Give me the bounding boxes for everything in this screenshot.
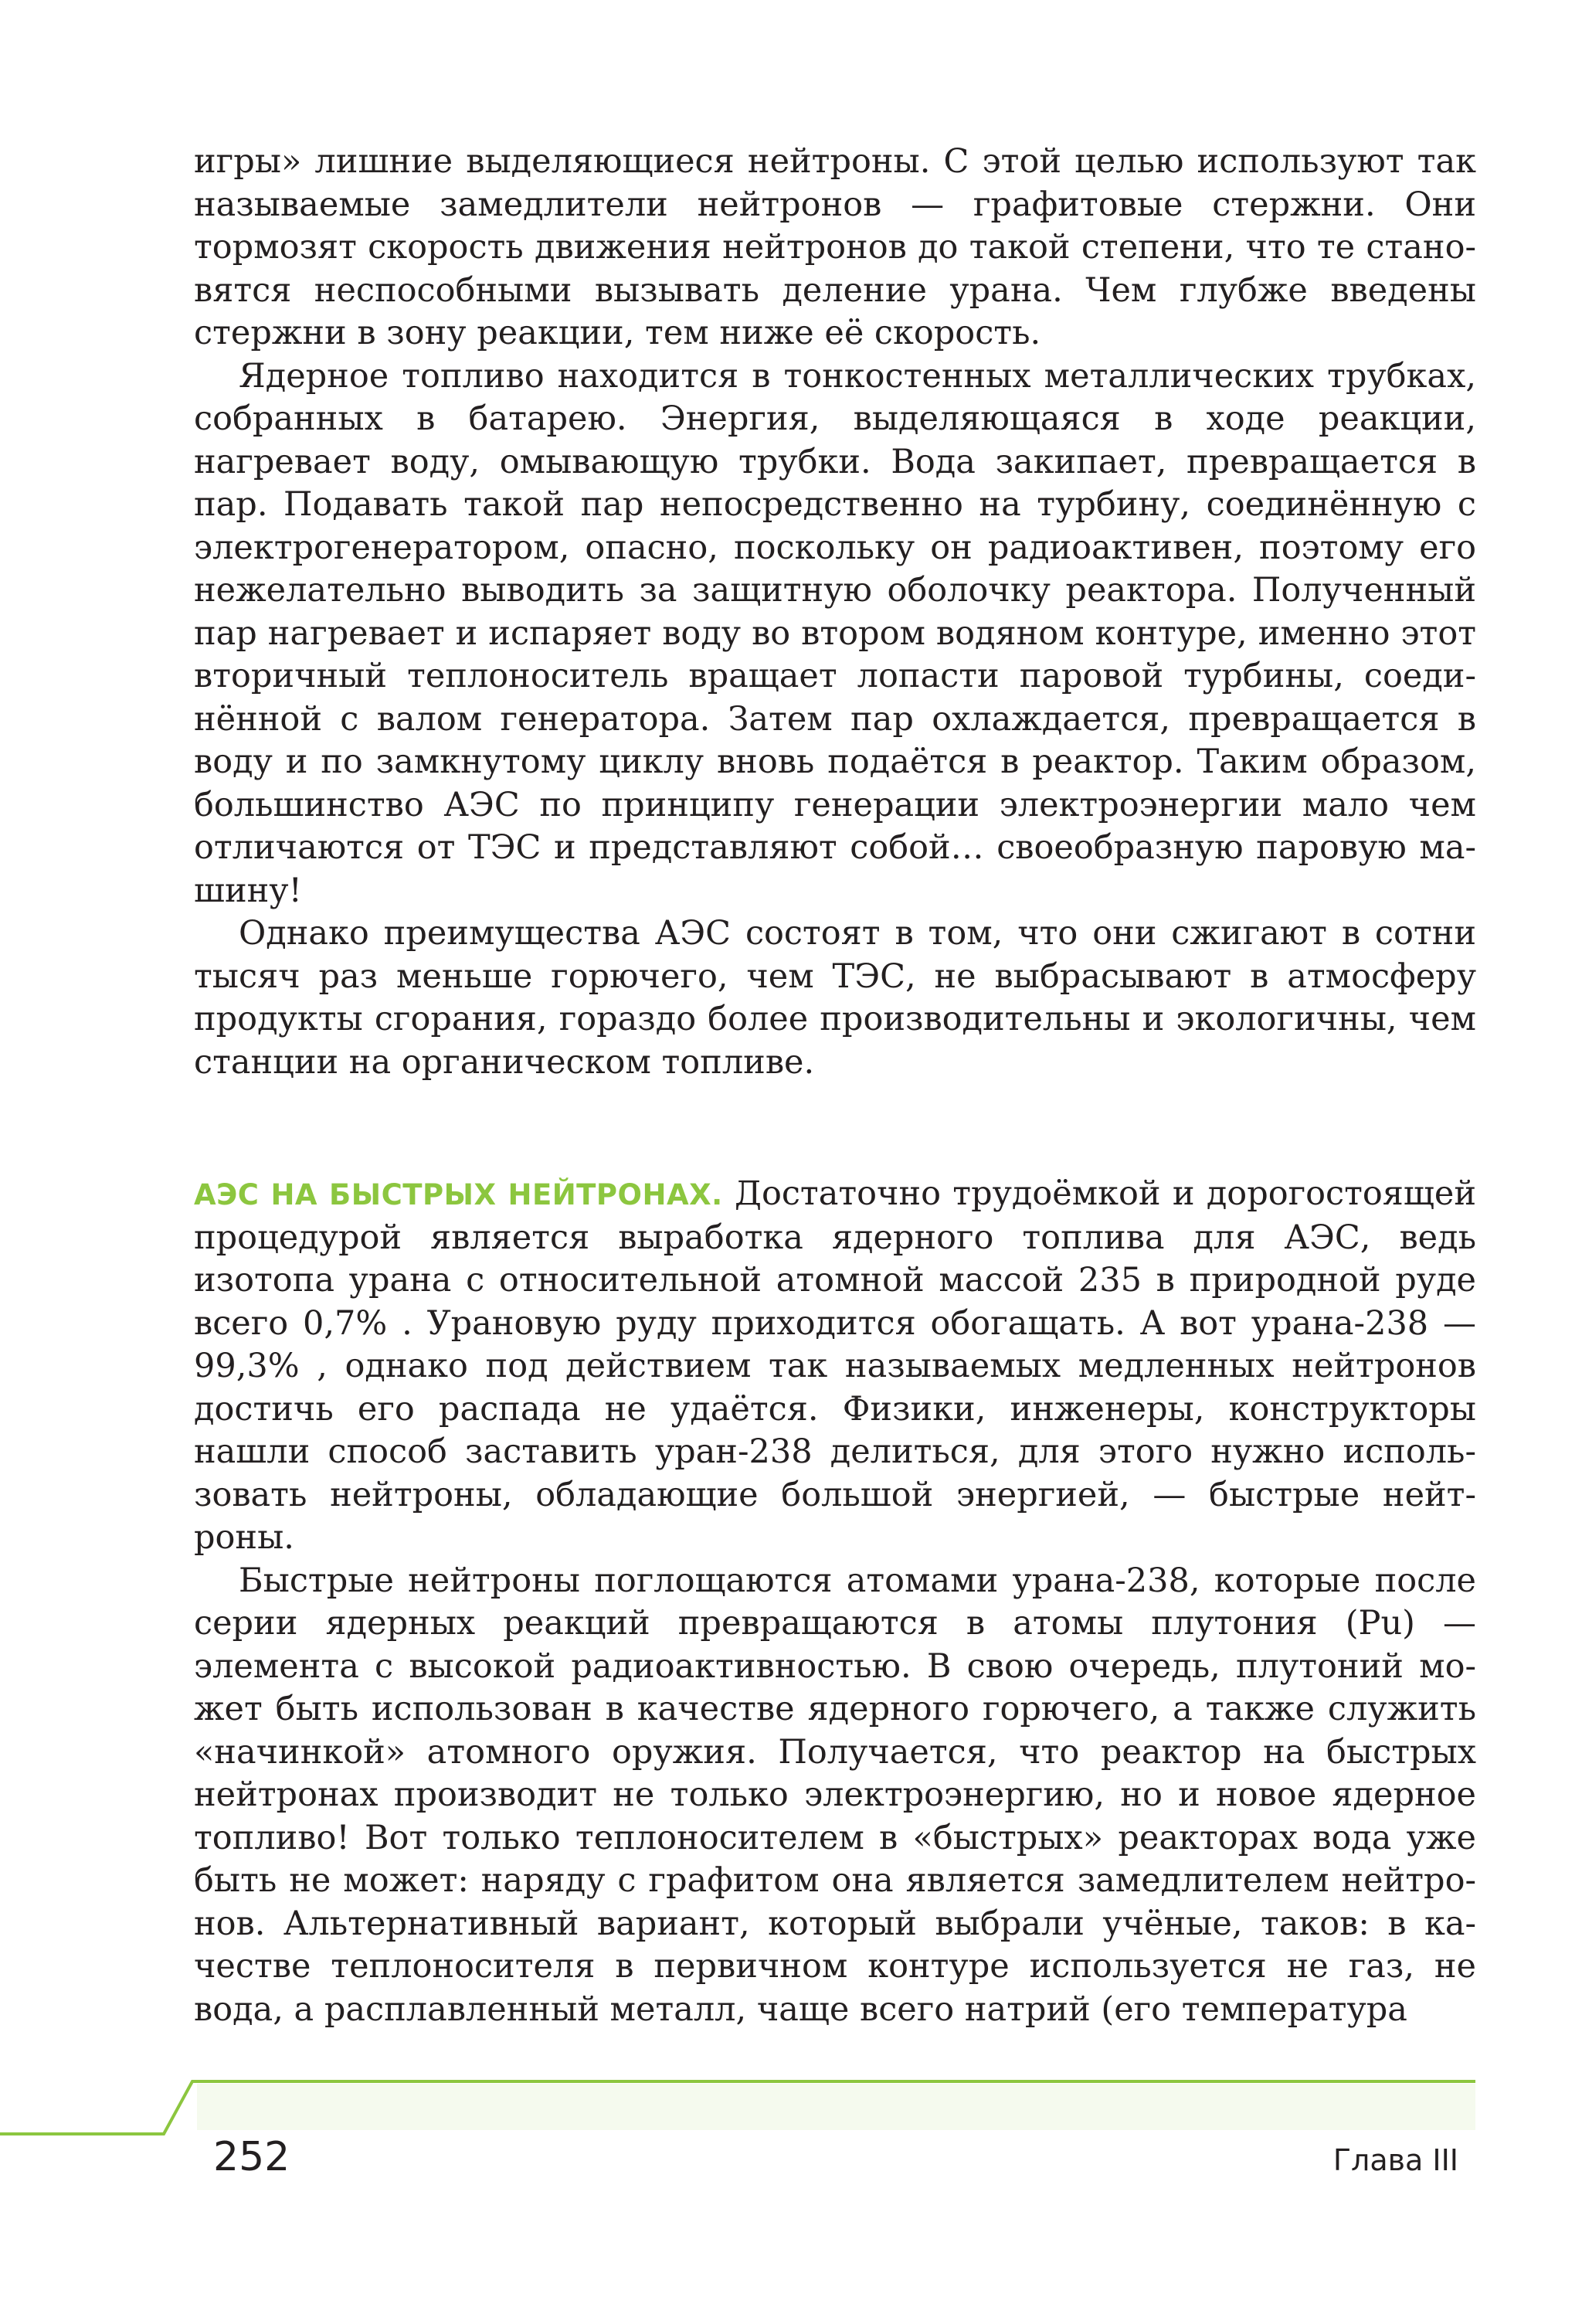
- section-heading: АЭС НА БЫСТРЫХ НЕЙТРОНАХ.: [194, 1178, 723, 1211]
- paragraph-4: [194, 1173, 1476, 1560]
- paragraph-3: Однако преимущества АЭС состоят в том, что они сжигают в сотни тысяч раз меньше горючего, чем ТЭС, не выбрасывают в атмосферу продукты сгорания, гораздо более производительны и экологичны, чем станции на органическом топливе.: [194, 914, 1476, 1082]
- paragraph-4-text: Достаточно трудоёмкой и дорогостоящей процедурой является выработка ядерного топлива для АЭС, ведь изотопа урана с относительной атомной массой 235 в природной руде всего 0,7% . Урановую руду приходится обогащать. А вот урана-238 — 99,3% , однако под действием так называемых медленных нейтронов достичь его распада не удаётся. Физики, инженеры, конструкторы нашли способ заставить уран-238 делиться, для этого нужно использовать нейтроны, обладающие большой энергией, — быстрые нейтроны.: [194, 1174, 1476, 1557]
- body-text-top: [194, 141, 1476, 1084]
- chapter-label: Глава III: [1332, 2143, 1458, 2177]
- paragraph-1: игры» лишние выделяющиеся нейтроны. С этой целью используют так называемые замедлители нейтронов — графитовые стержни. Они тормозят скорость движения нейтронов до такой степени, что те становятся неспособными вызывать деление урана. Чем глубже введены стержни в зону реакции, тем ниже её скорость.: [194, 142, 1476, 352]
- paragraph-2: Ядерное топливо находится в тонкостенных металлических трубках, собранных в батарею. Энергия, выделяющаяся в ходе реакции, нагревает воду, омывающую трубки. Вода закипает, превращается в пар. Подавать такой пар непосредственно на турбину, соединённую с электрогенератором, опасно, поскольку он радиоактивен, поэтому его нежелательно выводить за защитную оболочку реактора. Полученный пар нагревает и испаряет воду во втором водяном контуре, именно этот вторичный теплоноситель вращает лопасти паровой турбины, соединённой с валом генератора. Затем пар охлаждается, превращается в воду и по замкнутому циклу вновь подаётся в реактор. Таким образом, большинство АЭС по принципу генерации электроэнергии мало чем отличаются от ТЭС и представляют собой… своеобразную паровую машину!: [194, 356, 1476, 910]
- paragraph-5: Быстрые нейтроны поглощаются атомами урана-238, которые после серии ядерных реакций превращаются в атомы плутония (Pu) — элемента с высокой радиоактивностью. В свою очередь, плутоний может быть использован в качестве ядерного горючего, а также служить «начинкой» атомного оружия. Получается, что реактор на быстрых нейтронах производит не только электроэнергию, но и новое ядерное топливо! Вот только теплоносителем в «быстрых» реакторах вода уже быть не может: наряду с графитом она является замедлителем нейтронов. Альтернативный вариант, который выбрали учёные, таков: в качестве теплоносителя в первичном контуре используется не газ, не вода, а расплавленный металл, чаще всего натрий (его температура: [194, 1561, 1476, 2029]
- body-text-bottom: [194, 1173, 1476, 2031]
- page-number: 252: [213, 2134, 290, 2180]
